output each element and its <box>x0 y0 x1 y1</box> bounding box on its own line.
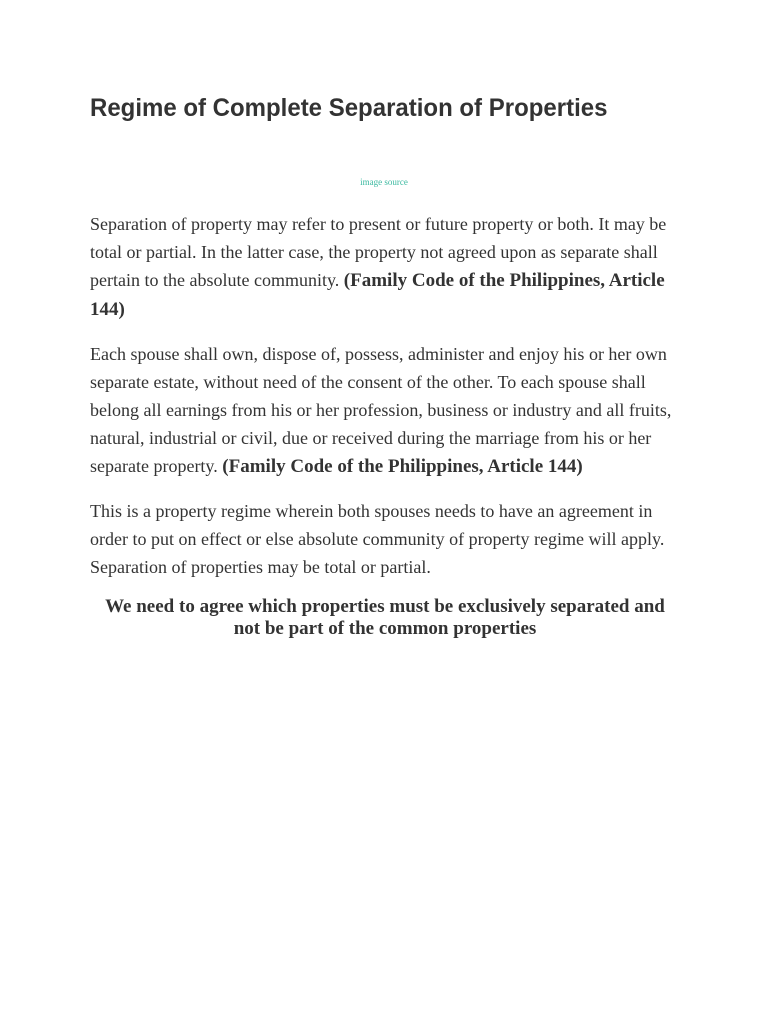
paragraph-3-text: This is a property regime wherein both spouses needs to have an agreement in order to put on effect or else absolute community of property regime will apply. Separation of properties may be total or partial. <box>90 501 665 577</box>
paragraph-1-citation: (Family Code of the Philippines, Article 144) <box>90 270 665 320</box>
paragraph-2-text: Each spouse shall own, dispose of, possess, administer and enjoy his or her own separate estate, without need of the consent of the other. To each spouse shall belong all earnings from his or her profession, business or industry and all fruits, natural, industrial or civil, due or received during the marriage from his or her separate property. <box>90 344 672 476</box>
paragraph-3 <box>90 497 682 581</box>
paragraph-2-citation: (Family Code of the Philippines, Article 144) <box>222 456 583 477</box>
image-source-link[interactable]: image source <box>360 177 408 187</box>
paragraph-1-text: Separation of property may refer to present or future property or both. It may be total or partial. In the latter case, the property not agreed upon as separate shall pertain to the absolute community. <box>90 214 667 290</box>
emphasis-statement: We need to agree which properties must be exclusively separated and not be part of the common properties <box>105 596 665 639</box>
page-title: Regime of Complete Separation of Properties <box>90 94 608 122</box>
paragraph-1 <box>90 210 682 324</box>
paragraph-2 <box>90 340 682 481</box>
